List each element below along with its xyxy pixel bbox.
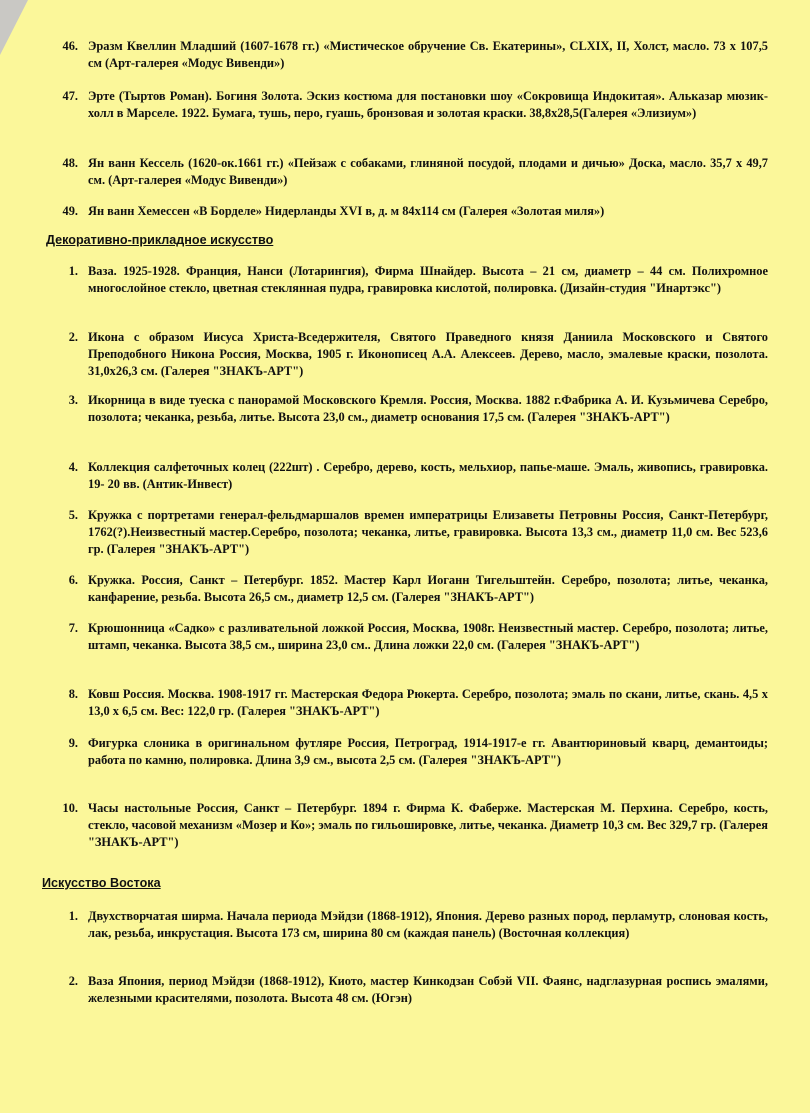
item-number: 47.	[62, 89, 78, 103]
item-number: 48.	[62, 156, 78, 170]
list-item: Фигурка слоника в оригинальном футляре Россия, Петроград, 1914-1917-е гг. Авантюриновый кварц, демантоиды; работа по камню, полировка. Длина 3,9 см., высота 2,5 см. (Галерея "ЗНАКЪ-АРТ")	[88, 736, 768, 767]
item-number: 2.	[68, 330, 78, 344]
item-number: 2.	[68, 974, 78, 988]
list-item: Икорница в виде туеска с панорамой Московского Кремля. Россия, Москва. 1882 г.Фабрика А. И. Кузьмичева Серебро, позолота; чеканка, резьба, литье. Высота 23,0 см., диаметр основания 17,5 см. (Галерея "ЗНАКЪ-АРТ")	[88, 393, 768, 424]
list-item: Кружка. Россия, Санкт – Петербург. 1852. Мастер Карл Иоганн Тигельштейн. Серебро, позолота; литье, чеканка, канфарение, резьба. Высота 26,5 см., диаметр 12,5 см. (Галерея "ЗНАКЪ-АРТ")	[88, 573, 768, 604]
list-item: Коллекция салфеточных колец (222шт) . Серебро, дерево, кость, мельхиор, папье-маше. Эмаль, живопись, гравировка. 19- 20 вв. (Антик-Инвест)	[88, 460, 768, 491]
item-number: 6.	[68, 573, 78, 587]
item-number: 49.	[62, 204, 78, 218]
list-item: Крюшонница «Садко» с разливательной ложкой Россия, Москва, 1908г. Неизвестный мастер. Серебро, позолота; литье, штамп, чеканка. Высота 38,5 см., ширина 23,0 см.. Длина ложки 22,0 см. (Галерея "ЗНАКЪ-АРТ")	[88, 621, 768, 652]
list-item: Ваза Япония, период Мэйдзи (1868-1912), Киото, мастер Кинкодзан Собэй VII. Фаянс, надглазурная роспись эмалями, железными красителями, позолота. Высота 48 см. (Югэн)	[88, 974, 768, 1005]
item-number: 3.	[68, 393, 78, 407]
item-number: 9.	[68, 736, 78, 750]
item-number: 1.	[68, 264, 78, 278]
item-number: 5.	[68, 508, 78, 522]
page-corner-fold	[0, 0, 28, 55]
section-heading-decorative: Декоративно-прикладное искусство	[46, 233, 274, 247]
list-item: Кружка с портретами генерал-фельдмаршалов времен императрицы Елизаветы Петровны Россия, Санкт-Петербург, 1762(?).Неизвестный мастер.Серебро, позолота; чеканка, литье, гравировка. Высота 13,3 см., диаметр 11,0 см. Вес 523,6 гр. (Галерея "ЗНАКЪ-АРТ")	[88, 508, 768, 556]
list-item: Ваза. 1925-1928. Франция, Нанси (Лотарингия), Фирма Шнайдер. Высота – 21 см, диаметр – 44 см. Полихромное многослойное стекло, цветная стеклянная пудра, гравировка кислотой, полировка. (Дизайн-студия "Инартэкс")	[88, 264, 768, 295]
item-number: 4.	[68, 460, 78, 474]
list-item: Эразм Квеллин Младший (1607-1678 гг.) «Мистическое обручение Св. Екатерины», CLXIX, II, Холст, масло. 73 x 107,5 см (Арт-галерея «Модус Вивенди»)	[88, 39, 768, 70]
section-heading-east: Искусство Востока	[42, 876, 161, 890]
item-number: 46.	[62, 39, 78, 53]
list-item: Часы настольные Россия, Санкт – Петербург. 1894 г. Фирма К. Фаберже. Мастерская М. Перхина. Серебро, кость, стекло, часовой механизм «Мозер и Ко»; эмаль по гильошировке, литье, чеканка. Диаметр 10,3 см. Вес 329,7 гр. (Галерея "ЗНАКЪ-АРТ")	[88, 801, 768, 849]
item-number: 10.	[62, 801, 78, 815]
item-number: 7.	[68, 621, 78, 635]
list-item: Эрте (Тыртов Роман). Богиня Золота. Эскиз костюма для постановки шоу «Сокровища Индокитая». Альказар мюзик-холл в Марселе. 1922. Бумага, тушь, перо, гуашь, бронзовая и золотая краски. 38,8x28,5(Галерея «Элизиум»)	[88, 89, 768, 120]
list-item: Ян ванн Хемессен «В Борделе» Нидерланды XVI в, д. м 84x114 см (Галерея «Золотая миля»)	[88, 204, 605, 218]
item-number: 8.	[68, 687, 78, 701]
list-item: Двухстворчатая ширма. Начала периода Мэйдзи (1868-1912), Япония. Дерево разных пород, перламутр, слоновая кость, лак, резьба, инкрустация. Высота 173 см, ширина 80 см (каждая панель) (Восточная коллекция)	[88, 909, 768, 940]
list-item: Ковш Россия. Москва. 1908-1917 гг. Мастерская Федора Рюкерта. Серебро, позолота; эмаль по скани, литье, скань. 4,5 x 13,0 x 6,5 см. Вес: 122,0 гр. (Галерея "ЗНАКЪ-АРТ")	[88, 687, 768, 718]
list-item: Икона с образом Иисуса Христа-Вседержителя, Святого Праведного князя Даниила Московского и Святого Преподобного Никона Россия, Москва, 1905 г. Иконописец А.А. Алексеев. Дерево, масло, эмалевые краски, позолота. 31,0x26,3 см. (Галерея "ЗНАКЪ-АРТ")	[88, 330, 768, 378]
list-item: Ян ванн Кессель (1620-ок.1661 гг.) «Пейзаж с собаками, глиняной посудой, плодами и дичью» Доска, масло. 35,7 x 49,7 см. (Арт-галерея «Модус Вивенди»)	[88, 156, 768, 187]
item-number: 1.	[68, 909, 78, 923]
